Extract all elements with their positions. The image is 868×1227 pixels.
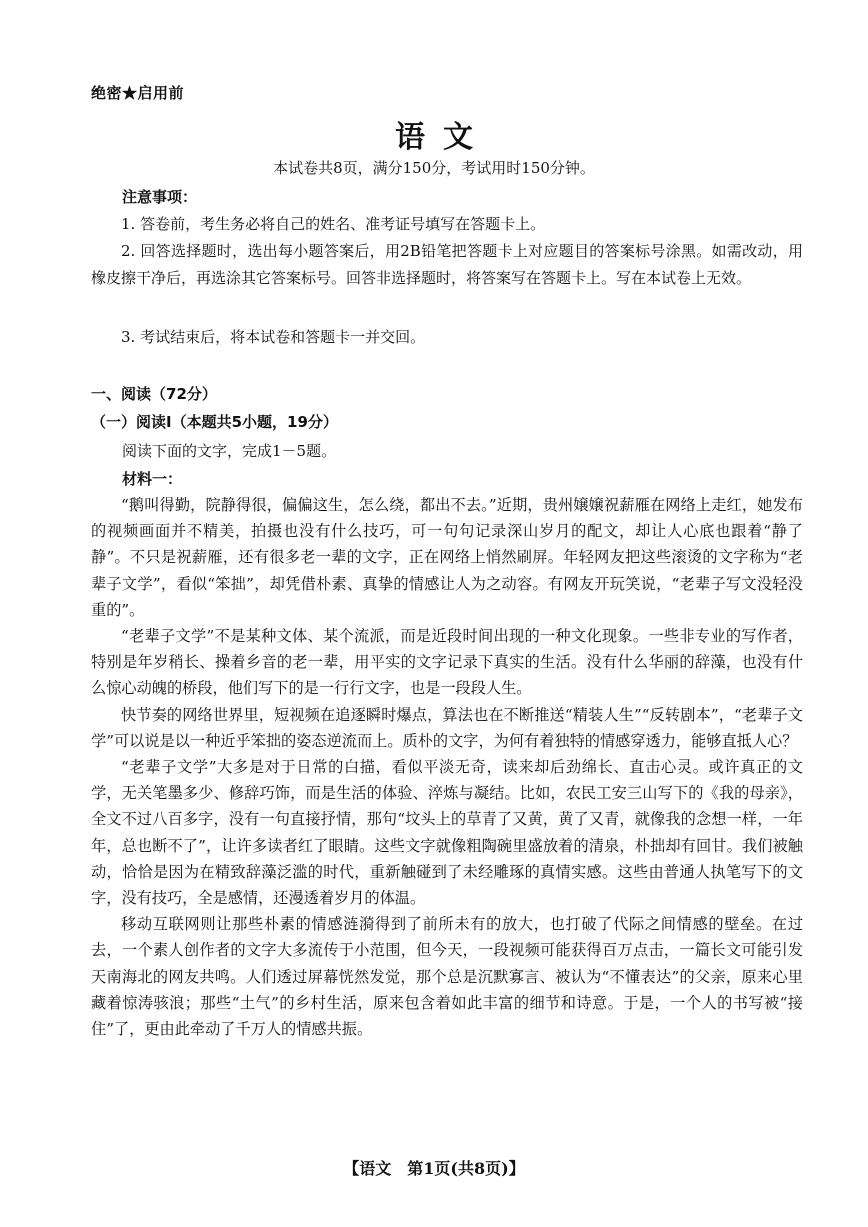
- passage-paragraph: “老辈子文学”不是某种文体、某个流派，而是近段时间出现的一种文化现象。一些非专业的写作者，特别是年岁稍长、操着乡音的老一辈，用平实的文字记录下真实的生活。没有什么华丽的辞藻，也没有什么惊心动魄的桥段，他们写下的是一行行文字，也是一段段人生。: [91, 627, 803, 698]
- page-title: 语文: [395, 120, 491, 155]
- passage-paragraph: 移动互联网则让那些朴素的情感涟漪得到了前所未有的放大，也打破了代际之间情感的壁垒。在过去，一个素人创作者的文字大多流传于小范围，但今天，一段视频可能获得百万点击，一篇长文可能引发天南海北的网友共鸣。人们透过屏幕恍然发觉，那个总是沉默寡言、被认为“不懂表达”的父亲，原来心里藏着惊涛骇浪；那些“土气”的乡村生活，原来包含着如此丰富的细节和诗意。于是，一个人的书写被“接住”了，更由此牵动了千万人的情感共振。: [91, 915, 803, 1039]
- passage-paragraph: 快节奏的网络世界里，短视频在追逐瞬时爆点，算法也在不断推送“精装人生”“反转剧本”，“老辈子文学”可以说是以一种近乎笨拙的姿态逆流而上。质朴的文字，为何有着独特的情感穿透力，能够直抵人心？: [91, 705, 803, 750]
- page-footer: 【语文 第1页(共8页)】: [343, 1159, 525, 1178]
- notice-item-1: [91, 211, 803, 238]
- secret-label: 绝密★启用前: [91, 84, 185, 102]
- notice-item-text: 2. 回答选择题时，选出每小题答案后，用2B铅笔把答题卡上对应题目的答案标号涂黑。如需改动，用橡皮擦干净后，再选涂其它答案标号。回答非选择题时，将答案写在答题卡上。写在本试卷上无效。: [91, 242, 803, 287]
- notice-item-2: [91, 238, 803, 292]
- notice-item-text: 3. 考试结束后，将本试卷和答题卡一并交回。: [121, 328, 426, 346]
- reading-passage: [91, 492, 803, 1042]
- notice-item-3: [91, 324, 803, 351]
- section-heading: 一、阅读（72分）: [91, 385, 217, 403]
- reading-instruction: 阅读下面的文字，完成1－5题。: [122, 442, 337, 460]
- subsection-heading: （一）阅读Ⅰ（本题共5小题，19分）: [91, 413, 338, 431]
- material-label: 材料一：: [122, 470, 183, 488]
- passage-paragraph: “老辈子文学”大多是对于日常的白描，看似平淡无奇，读来却后劲绵长、直击心灵。或许真正的文学，无关笔墨多少、修辞巧饰，而是生活的体验、淬炼与凝结。比如，农民工安三山写下的《我的母亲》，全文不过八百多字，没有一句直接抒情，那句“坟头上的草青了又黄，黄了又青，就像我的念想一样，一年年，总也断不了”，让许多读者红了眼睛。这些文字就像粗陶碗里盛放着的清泉，朴拙却有回甘。我们被触动，恰恰是因为在精致辞藻泛滥的时代，重新触碰到了未经雕琢的真情实感。这些由普通人执笔写下的文字，没有技巧，全是感情，还漫透着岁月的体温。: [91, 758, 803, 908]
- exam-info: 本试卷共8页，满分150分，考试用时150分钟。: [273, 159, 595, 177]
- passage-paragraph: “鹅叫得勤，院静得很，偏偏这生，怎么绕，都出不去。”近期，贵州嬢嬢祝薪雁在网络上走红，她发布的视频画面并不精美，拍摄也没有什么技巧，可一句句记录深山岁月的配文，却让人心底也跟着“静了静”。不只是祝薪雁，还有很多老一辈的文字，正在网络上悄然刷屏。年轻网友把这些滚烫的文字称为“老辈子文学”，看似“笨拙”，却凭借朴素、真挚的情感让人为之动容。有网友开玩笑说，“老辈子写文没轻没重的”。: [91, 496, 803, 619]
- notice-item-text: 1. 答卷前，考生务必将自己的姓名、准考证号填写在答题卡上。: [121, 215, 546, 233]
- notice-title: 注意事项：: [122, 188, 198, 206]
